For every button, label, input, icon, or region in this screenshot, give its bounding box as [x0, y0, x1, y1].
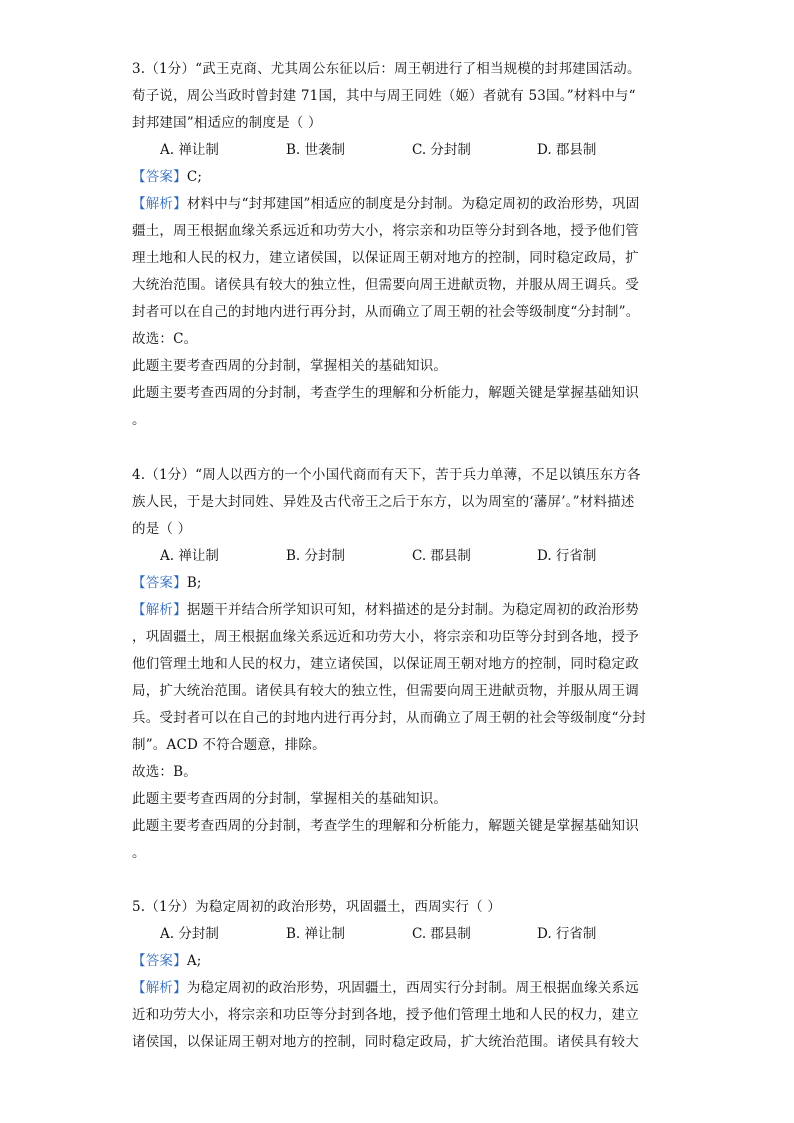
option-a: A. 分封制 — [160, 926, 219, 942]
choice-line: 故选：C。 — [132, 331, 198, 347]
question-stem-line: 4.（1分）“周人以西方的一个小国代商而有天下，苦于兵力单薄，不足以镇压东方各 — [132, 467, 641, 483]
question-stem-line: 封邦建国”相适应的制度是（ ） — [132, 115, 322, 131]
option-d: D. 行省制 — [537, 926, 597, 942]
option-a: A. 禅让制 — [160, 548, 219, 564]
analysis-line: 近和功劳大小，将宗亲和功臣等分封到各地，授予他们管理土地和人民的权力，建立 — [132, 1007, 639, 1023]
comment-line: 此题主要考查西周的分封制，掌握相关的基础知识。 — [132, 358, 448, 374]
choice-line: 故选：B。 — [132, 764, 197, 780]
comment-line: 此题主要考查西周的分封制，考查学生的理解和分析能力，解题关键是掌握基础知识 — [132, 385, 639, 401]
analysis-line — [132, 597, 662, 624]
answer-line — [132, 164, 662, 191]
question-stem-line: 族人民，于是大封同姓、异姓及古代帝王之后于东方，以为周室的‘藩屏’。”材料描述 — [132, 494, 635, 510]
comment-line: 。 — [132, 412, 146, 428]
question-stem-line: 的是（ ） — [132, 521, 192, 537]
answer-value: A; — [186, 953, 202, 969]
question-stem-line: 3.（1分）“武王克商、尤其周公东征以后：周王朝进行了相当规模的封邦建国活动。 — [132, 61, 641, 77]
analysis-line: 兵。受封者可以在自己的封地内进行再分封，从而确立了周王朝的社会等级制度“分封 — [132, 710, 647, 726]
question-stem-line: 荀子说，周公当政时曾封建 71国，其中与周王同姓（姬）者就有 53国。”材料中与“ — [132, 88, 636, 104]
analysis-line: 封者可以在自己的封地内进行再分封，从而确立了周王朝的社会等级制度“分封制”。 — [132, 304, 640, 320]
analysis-text: 为稳定周初的政治形势，巩固疆土，西周实行分封制。周王根据血缘关系远 — [186, 980, 639, 996]
analysis-line: ，巩固疆土，周王根据血缘关系远近和功劳大小，将宗亲和功臣等分封到各地，授予 — [132, 629, 639, 645]
answer-line — [132, 948, 662, 975]
option-c: C. 郡县制 — [412, 548, 471, 564]
options-row — [132, 137, 662, 164]
analysis-line — [132, 191, 662, 218]
option-c: C. 郡县制 — [412, 926, 471, 942]
analysis-line — [132, 975, 662, 1002]
answer-tag: 【答案】 — [132, 575, 187, 591]
answer-value: C; — [186, 169, 203, 185]
comment-line: 此题主要考查西周的分封制，考查学生的理解和分析能力，解题关键是掌握基础知识 — [132, 818, 639, 834]
analysis-line: 局，扩大统治范围。诸侯具有较大的独立性，但需要向周王进献贡物，并服从周王调 — [132, 683, 639, 699]
option-a: A. 禅让制 — [160, 142, 219, 158]
option-b: B. 世袭制 — [286, 142, 346, 158]
analysis-text: 据题干并结合所学知识可知，材料描述的是分封制。为稳定周初的政治形势 — [186, 602, 639, 618]
analysis-text: 材料中与“封邦建国”相适应的制度是分封制。为稳定周初的政治形势，巩固 — [186, 196, 640, 212]
analysis-line: 诸侯国，以保证周王朝对地方的控制，同时稳定政局，扩大统治范围。诸侯具有较大 — [132, 1034, 639, 1050]
option-b: B. 禅让制 — [286, 926, 346, 942]
option-c: C. 分封制 — [412, 142, 471, 158]
answer-line — [132, 570, 662, 597]
answer-tag: 【答案】 — [132, 169, 187, 185]
analysis-line: 他们管理土地和人民的权力，建立诸侯国，以保证周王朝对地方的控制，同时稳定政 — [132, 656, 639, 672]
options-row — [132, 543, 662, 570]
answer-tag: 【答案】 — [132, 953, 187, 969]
question-3 — [132, 56, 662, 434]
analysis-line: 理土地和人民的权力，建立诸侯国，以保证周王朝对地方的控制，同时稳定政局，扩 — [132, 250, 639, 266]
comment-line: 此题主要考查西周的分封制，掌握相关的基础知识。 — [132, 791, 448, 807]
analysis-line: 大统治范围。诸侯具有较大的独立性，但需要向周王进献贡物，并服从周王调兵。受 — [132, 277, 639, 293]
option-b: B. 分封制 — [286, 548, 346, 564]
analysis-tag: 【解析】 — [132, 196, 187, 212]
analysis-tag: 【解析】 — [132, 980, 187, 996]
analysis-line: 制”。ACD 不符合题意，排除。 — [132, 737, 326, 753]
option-d: D. 郡县制 — [537, 142, 597, 158]
answer-value: B; — [186, 575, 202, 591]
question-4 — [132, 462, 662, 867]
analysis-line: 疆土，周王根据血缘关系远近和功劳大小，将宗亲和功臣等分封到各地，授予他们管 — [132, 223, 639, 239]
question-5 — [132, 894, 662, 1056]
analysis-tag: 【解析】 — [132, 602, 187, 618]
option-d: D. 行省制 — [537, 548, 597, 564]
question-stem-line: 5.（1分）为稳定周初的政治形势，巩固疆土，西周实行（ ） — [132, 899, 502, 915]
comment-line: 。 — [132, 845, 146, 861]
options-row — [132, 921, 662, 948]
